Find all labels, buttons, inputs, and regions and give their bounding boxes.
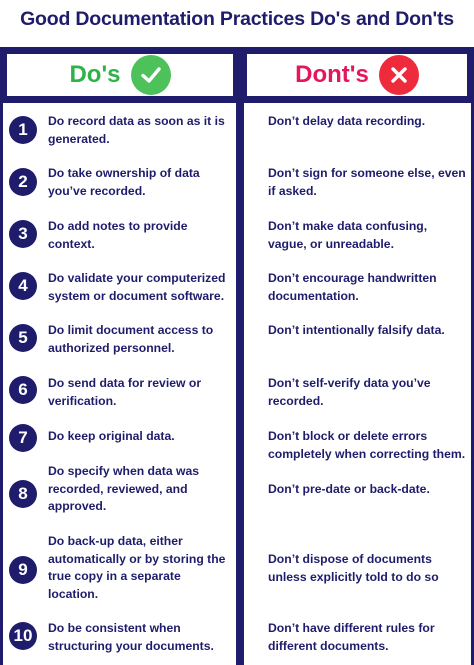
row-number-badge: 9 (9, 556, 37, 584)
donts-header (247, 54, 467, 96)
do-item: Do add notes to provide context. (48, 219, 188, 251)
left-border (0, 103, 3, 665)
check-icon (131, 55, 171, 95)
dont-item: Don’t intentionally falsify data. (268, 323, 445, 337)
dont-item: Don’t block or delete errors completely when correcting them. (268, 429, 466, 461)
do-item: Do limit document access to authorized personnel. (48, 323, 214, 355)
row-number-badge: 3 (9, 220, 37, 248)
dos-header-label: Do's (69, 61, 121, 88)
do-item: Do keep original data. (48, 429, 175, 443)
cross-icon (379, 55, 419, 95)
header-band (0, 47, 474, 103)
dont-item: Don’t encourage handwritten documentation. (268, 271, 437, 303)
dont-item: Don’t self-verify data you’ve recorded. (268, 376, 431, 408)
page-title: Good Documentation Practices Do's and Don'ts (20, 8, 454, 30)
dont-item: Don’t make data confusing, vague, or unreadable. (268, 219, 428, 251)
dont-item: Don’t delay data recording. (268, 114, 426, 128)
do-item: Do record data as soon as it is generated. (48, 114, 225, 146)
row-number-badge: 7 (9, 424, 37, 452)
dont-item: Don’t pre-date or back-date. (268, 482, 430, 496)
do-item: Do back-up data, either automatically or by storing the true copy in a separate location. (48, 534, 226, 601)
do-item: Do specify when data was recorded, reviewed, and approved. (48, 464, 200, 513)
column-divider (236, 103, 244, 665)
do-item: Do send data for review or verification. (48, 376, 202, 408)
dont-item: Don’t have different rules for different documents. (268, 621, 435, 653)
dos-header (7, 54, 233, 96)
row-number-badge: 1 (9, 116, 37, 144)
do-item: Do take ownership of data you’ve recorded. (48, 166, 200, 198)
dont-item: Don’t dispose of documents unless explicitly told to do so (268, 552, 439, 584)
row-number-badge: 10 (9, 622, 37, 650)
row-number-badge: 6 (9, 376, 37, 404)
do-item: Do validate your computerized system or document software. (48, 271, 226, 303)
do-item: Do be consistent when structuring your documents. (48, 621, 214, 653)
row-number-badge: 2 (9, 168, 37, 196)
donts-header-label: Dont's (295, 61, 369, 88)
dont-item: Don’t sign for someone else, even if asked. (268, 166, 466, 198)
row-number-badge: 8 (9, 480, 37, 508)
row-number-badge: 5 (9, 324, 37, 352)
row-number-badge: 4 (9, 272, 37, 300)
